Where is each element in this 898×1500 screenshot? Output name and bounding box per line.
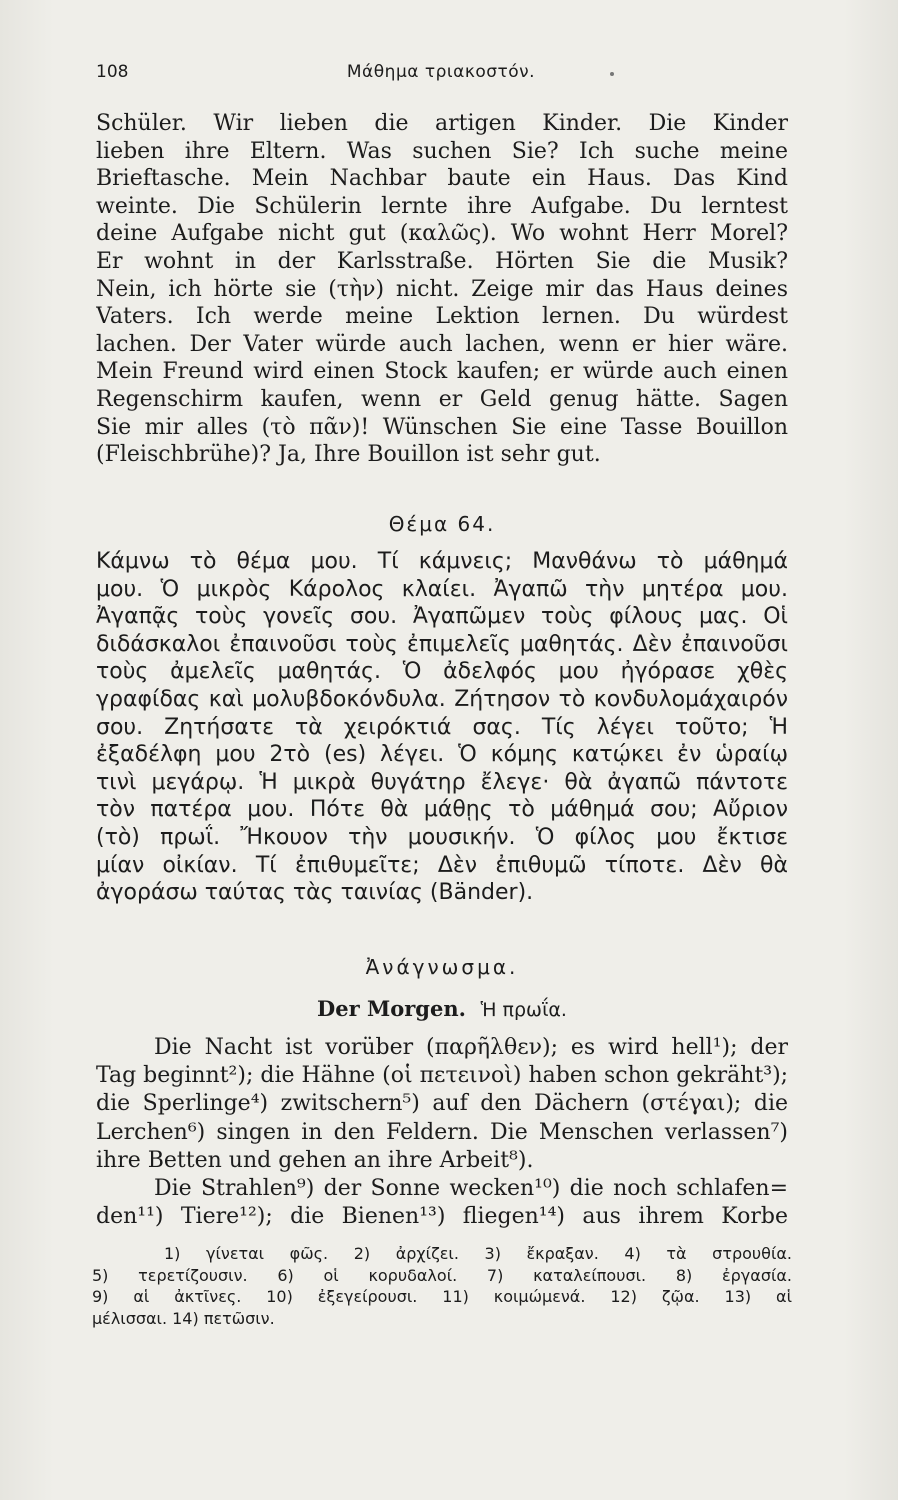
text-line: lachen. Der Vater würde auch lachen, wenn er hier wäre. [96, 331, 788, 357]
text-line: Nein, ich hörte sie (τὴν) nicht. Zeige mir das Haus deines [96, 276, 788, 302]
text-line: ἀγοράσω ταύτας τὰς ταινίας (Bänder). [96, 880, 534, 906]
text-line: τοὺς ἀμελεῖς μαθητάς. Ὁ ἀδελφός μου ἠγόρασε χθὲς [96, 659, 788, 685]
text-line: die Sperlinge⁴) zwitschern⁵) auf den Dächern (στέγαι); die [96, 1091, 788, 1117]
text-line: (Fleischbrühe)? Ja, Ihre Bouillon ist sehr gut. [96, 442, 601, 468]
text-line: μου. Ὁ μικρὸς Κάρολος κλαίει. Ἀγαπῶ τὴν μητέρα μου. [96, 576, 788, 602]
subheading-german: Der Morgen. [317, 996, 466, 1021]
text-line: Tag beginnt²); die Hähne (οἱ πετεινοὶ) haben schon gekräht³); [96, 1063, 788, 1089]
text-line: ihre Betten und gehen an ihre Arbeit⁸). [96, 1147, 534, 1173]
text-line: Regenschirm kaufen, wenn er Geld genug hätte. Sagen [96, 386, 788, 412]
greek-exercise-text [96, 548, 788, 907]
text-line: Vaters. Ich werde meine Lektion lernen. Du würdest [96, 304, 788, 330]
text-line: Die Nacht ist vorüber (παρῆλθεν); es wird hell¹); der [154, 1035, 788, 1060]
text-line: ἐξαδέλφη μου 2τὸ (es) λέγει. Ὁ κόμης κατῴκει ἐν ὡραίῳ [96, 742, 788, 768]
text-line: Mein Freund wird einen Stock kaufen; er würde auch einen [96, 359, 788, 385]
reading-subheading [96, 996, 788, 1021]
footnote-line: μέλισσαι. 14) πετῶσιν. [92, 1308, 275, 1328]
page-number: 108 [96, 62, 129, 82]
page-header [96, 62, 786, 88]
text-line: Ἀγαπᾷς τοὺς γονεῖς σου. Ἀγαπῶμεν τοὺς φίλους μας. Οἱ [96, 604, 788, 630]
section-heading-reading: Ἀνάγνωσμα. [365, 955, 519, 979]
text-line: διδάσκαλοι ἐπαινοῦσι τοὺς ἐπιμελεῖς μαθητάς. Δὲν ἐπαινοῦσι [96, 631, 788, 657]
footnote-line: 1) γίνεται φῶς. 2) ἀρχίζει. 3) ἔκραξαν. 4) τὰ στρουθία. [164, 1244, 792, 1263]
text-line: Schüler. Wir lieben die artigen Kinder. Die Kinder [96, 111, 788, 136]
text-line: Sie mir alles (τὸ πᾶν)! Wünschen Sie eine Tasse Bouillon [96, 414, 788, 440]
footnotes [92, 1243, 792, 1329]
text-line: Er wohnt in der Karlsstraße. Hörten Sie die Musik? [96, 248, 788, 274]
reading-text [96, 1034, 788, 1231]
text-line: τινὶ μεγάρῳ. Ἡ μικρὰ θυγάτηρ ἔλεγε· θὰ ἀγαπῶ πάντοτε [96, 769, 788, 795]
subheading-greek: Ἡ πρωΐα. [480, 999, 567, 1021]
footnote-line: 9) αἱ ἀκτῖνες. 10) ἐξεγείρουσι. 11) κοιμώμενά. 12) ζῷα. 13) αἱ [92, 1287, 792, 1306]
text-line: Brieftasche. Mein Nachbar baute ein Haus. Das Kind [96, 166, 788, 192]
german-exercise-text [96, 110, 788, 469]
text-line: (τὸ) πρωΐ. Ἤκουον τὴν μουσικήν. Ὁ φίλος μου ἔκτισε [96, 824, 788, 850]
text-line: Lerchen⁶) singen in den Feldern. Die Menschen verlassen⁷) [96, 1119, 788, 1145]
text-line: Κάμνω τὸ θέμα μου. Τί κάμνεις; Μανθάνω τὸ μάθημά [96, 549, 788, 574]
ink-speck [610, 72, 614, 76]
text-line: τὸν πατέρα μου. Πότε θὰ μάθῃς τὸ μάθημά σου; Αὔριον [96, 797, 788, 823]
text-line: den¹¹) Tiere¹²); die Bienen¹³) fliegen¹⁴) aus ihrem Korbe [96, 1204, 788, 1230]
text-line: weinte. Die Schülerin lernte ihre Aufgabe. Du lerntest [96, 193, 788, 219]
text-line: γραφίδας καὶ μολυβδοκόνδυλα. Ζήτησον τὸ κονδυλομάχαιρόν [96, 686, 788, 712]
text-line: deine Aufgabe nicht gut (καλῶς). Wo wohnt Herr Morel? [96, 221, 788, 247]
text-line: Die Strahlen⁹) der Sonne wecken¹⁰) die noch schlafen= [154, 1175, 788, 1201]
text-line: μίαν οἰκίαν. Τί ἐπιθυμεῖτε; Δὲν ἐπιθυμῶ τίποτε. Δὲν θὰ [96, 852, 788, 878]
running-head: Μάθημα τριακοστόν. [346, 62, 536, 82]
text-line: lieben ihre Eltern. Was suchen Sie? Ich suche meine [96, 138, 788, 164]
section-heading-thema: Θέμα 64. [388, 512, 496, 536]
text-line: σου. Ζητήσατε τὰ χειρόκτιά σας. Τίς λέγει τοῦτο; Ἡ [96, 714, 788, 740]
footnote-line: 5) τερετίζουσιν. 6) οἱ κορυδαλοί. 7) καταλείπουσι. 8) ἐργασία. [92, 1265, 792, 1285]
